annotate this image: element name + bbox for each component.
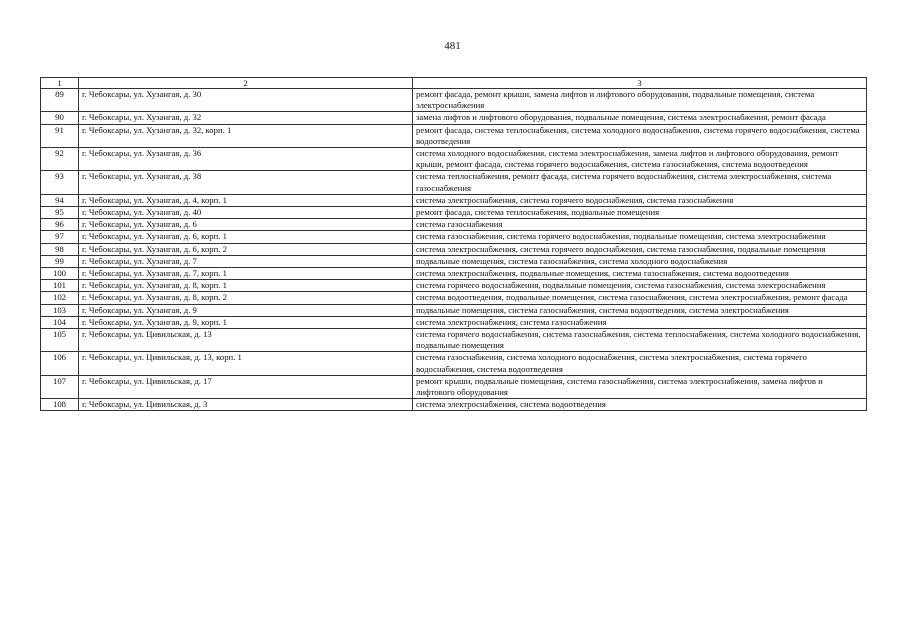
works-cell: система горячего водоснабжения, система газоснабжения, система теплоснабжения, система холодного водоснабжения, подвальные помещения (413, 329, 867, 352)
works-cell: замена лифтов и лифтового оборудования, подвальные помещения, система электроснабжения, ремонт фасада (413, 112, 867, 124)
row-number-cell: 91 (41, 124, 79, 147)
address-cell: г. Чебоксары, ул. Цивильская, д. 17 (79, 375, 413, 398)
address-cell: г. Чебоксары, ул. Хузангая, д. 38 (79, 171, 413, 194)
table-row (41, 292, 867, 304)
column-header-2: 2 (79, 78, 413, 89)
table-row (41, 399, 867, 411)
address-cell: г. Чебоксары, ул. Хузангая, д. 30 (79, 89, 413, 112)
works-table (40, 77, 867, 411)
works-cell: система электроснабжения, система горячего водоснабжения, система газоснабжения, подвальные помещения (413, 243, 867, 255)
works-cell: система газоснабжения (413, 219, 867, 231)
table-row (41, 219, 867, 231)
works-cell: ремонт фасада, система теплоснабжения, система холодного водоснабжения, система горячего водоснабжения, система водоотведения (413, 124, 867, 147)
address-cell: г. Чебоксары, ул. Хузангая, д. 7 (79, 255, 413, 267)
works-cell: ремонт фасада, система теплоснабжения, подвальные помещения (413, 207, 867, 219)
table-row (41, 231, 867, 243)
address-cell: г. Чебоксары, ул. Хузангая, д. 8, корп. 2 (79, 292, 413, 304)
page-number: 481 (444, 40, 461, 52)
table-row (41, 316, 867, 328)
address-cell: г. Чебоксары, ул. Хузангая, д. 6 (79, 219, 413, 231)
row-number-cell: 108 (41, 399, 79, 411)
address-cell: г. Чебоксары, ул. Цивильская, д. 13 (79, 329, 413, 352)
row-number-cell: 102 (41, 292, 79, 304)
row-number-cell: 94 (41, 194, 79, 206)
row-number-cell: 95 (41, 207, 79, 219)
table-row (41, 352, 867, 375)
row-number-cell: 90 (41, 112, 79, 124)
table-row (41, 124, 867, 147)
row-number-cell: 93 (41, 171, 79, 194)
works-cell: система холодного водоснабжения, система электроснабжения, замена лифтов и лифтового оборудования, ремонт крыши, ремонт фасада, система горячего водоснабжения, система газоснабжения, система водоотведения (413, 148, 867, 171)
table-row (41, 171, 867, 194)
address-cell: г. Чебоксары, ул. Хузангая, д. 6, корп. 2 (79, 243, 413, 255)
works-cell: система водоотведения, подвальные помещения, система газоснабжения, система электроснабжения, ремонт фасада (413, 292, 867, 304)
table-row (41, 375, 867, 398)
works-cell: система электроснабжения, система газоснабжения (413, 316, 867, 328)
row-number-cell: 101 (41, 280, 79, 292)
table-row (41, 268, 867, 280)
table-row (41, 255, 867, 267)
works-cell: подвальные помещения, система газоснабжения, система холодного водоснабжения (413, 255, 867, 267)
column-header-1: 1 (41, 78, 79, 89)
table-row (41, 207, 867, 219)
row-number-cell: 96 (41, 219, 79, 231)
address-cell: г. Чебоксары, ул. Хузангая, д. 9 (79, 304, 413, 316)
table-row (41, 148, 867, 171)
header-row (41, 78, 867, 89)
works-cell: система электроснабжения, система горячего водоснабжения, система газоснабжения (413, 194, 867, 206)
table-row (41, 194, 867, 206)
works-cell: система электроснабжения, система водоотведения (413, 399, 867, 411)
table-row (41, 280, 867, 292)
table-row (41, 329, 867, 352)
row-number-cell: 98 (41, 243, 79, 255)
table-row (41, 89, 867, 112)
address-cell: г. Чебоксары, ул. Цивильская, д. 3 (79, 399, 413, 411)
address-cell: г. Чебоксары, ул. Хузангая, д. 40 (79, 207, 413, 219)
column-header-3: 3 (413, 78, 867, 89)
address-cell: г. Чебоксары, ул. Хузангая, д. 32 (79, 112, 413, 124)
row-number-cell: 107 (41, 375, 79, 398)
row-number-cell: 92 (41, 148, 79, 171)
row-number-cell: 106 (41, 352, 79, 375)
works-cell: система горячего водоснабжения, подвальные помещения, система газоснабжения, система электроснабжения (413, 280, 867, 292)
address-cell: г. Чебоксары, ул. Хузангая, д. 7, корп. 1 (79, 268, 413, 280)
address-cell: г. Чебоксары, ул. Хузангая, д. 9, корп. 1 (79, 316, 413, 328)
works-cell: система теплоснабжения, ремонт фасада, система горячего водоснабжения, система электроснабжения, система газоснабжения (413, 171, 867, 194)
works-cell: система электроснабжения, подвальные помещения, система газоснабжения, система водоотведения (413, 268, 867, 280)
address-cell: г. Чебоксары, ул. Хузангая, д. 32, корп. 1 (79, 124, 413, 147)
address-cell: г. Чебоксары, ул. Хузангая, д. 6, корп. 1 (79, 231, 413, 243)
address-cell: г. Чебоксары, ул. Хузангая, д. 8, корп. 1 (79, 280, 413, 292)
address-cell: г. Чебоксары, ул. Цивильская, д. 13, корп. 1 (79, 352, 413, 375)
row-number-cell: 105 (41, 329, 79, 352)
works-cell: система газоснабжения, система холодного водоснабжения, система электроснабжения, система горячего водоснабжения, система водоотведения (413, 352, 867, 375)
table-row (41, 304, 867, 316)
row-number-cell: 104 (41, 316, 79, 328)
row-number-cell: 89 (41, 89, 79, 112)
row-number-cell: 103 (41, 304, 79, 316)
address-cell: г. Чебоксары, ул. Хузангая, д. 4, корп. 1 (79, 194, 413, 206)
works-cell: подвальные помещения, система газоснабжения, система водоотведения, система электроснабжения (413, 304, 867, 316)
works-cell: ремонт фасада, ремонт крыши, замена лифтов и лифтового оборудования, подвальные помещения, система электроснабжения (413, 89, 867, 112)
works-cell: система газоснабжения, система горячего водоснабжения, подвальные помещения, система электроснабжения (413, 231, 867, 243)
table-row (41, 112, 867, 124)
row-number-cell: 99 (41, 255, 79, 267)
row-number-cell: 97 (41, 231, 79, 243)
address-cell: г. Чебоксары, ул. Хузангая, д. 36 (79, 148, 413, 171)
works-cell: ремонт крыши, подвальные помещения, система газоснабжения, система электроснабжения, замена лифтов и лифтового оборудования (413, 375, 867, 398)
table-row (41, 243, 867, 255)
row-number-cell: 100 (41, 268, 79, 280)
